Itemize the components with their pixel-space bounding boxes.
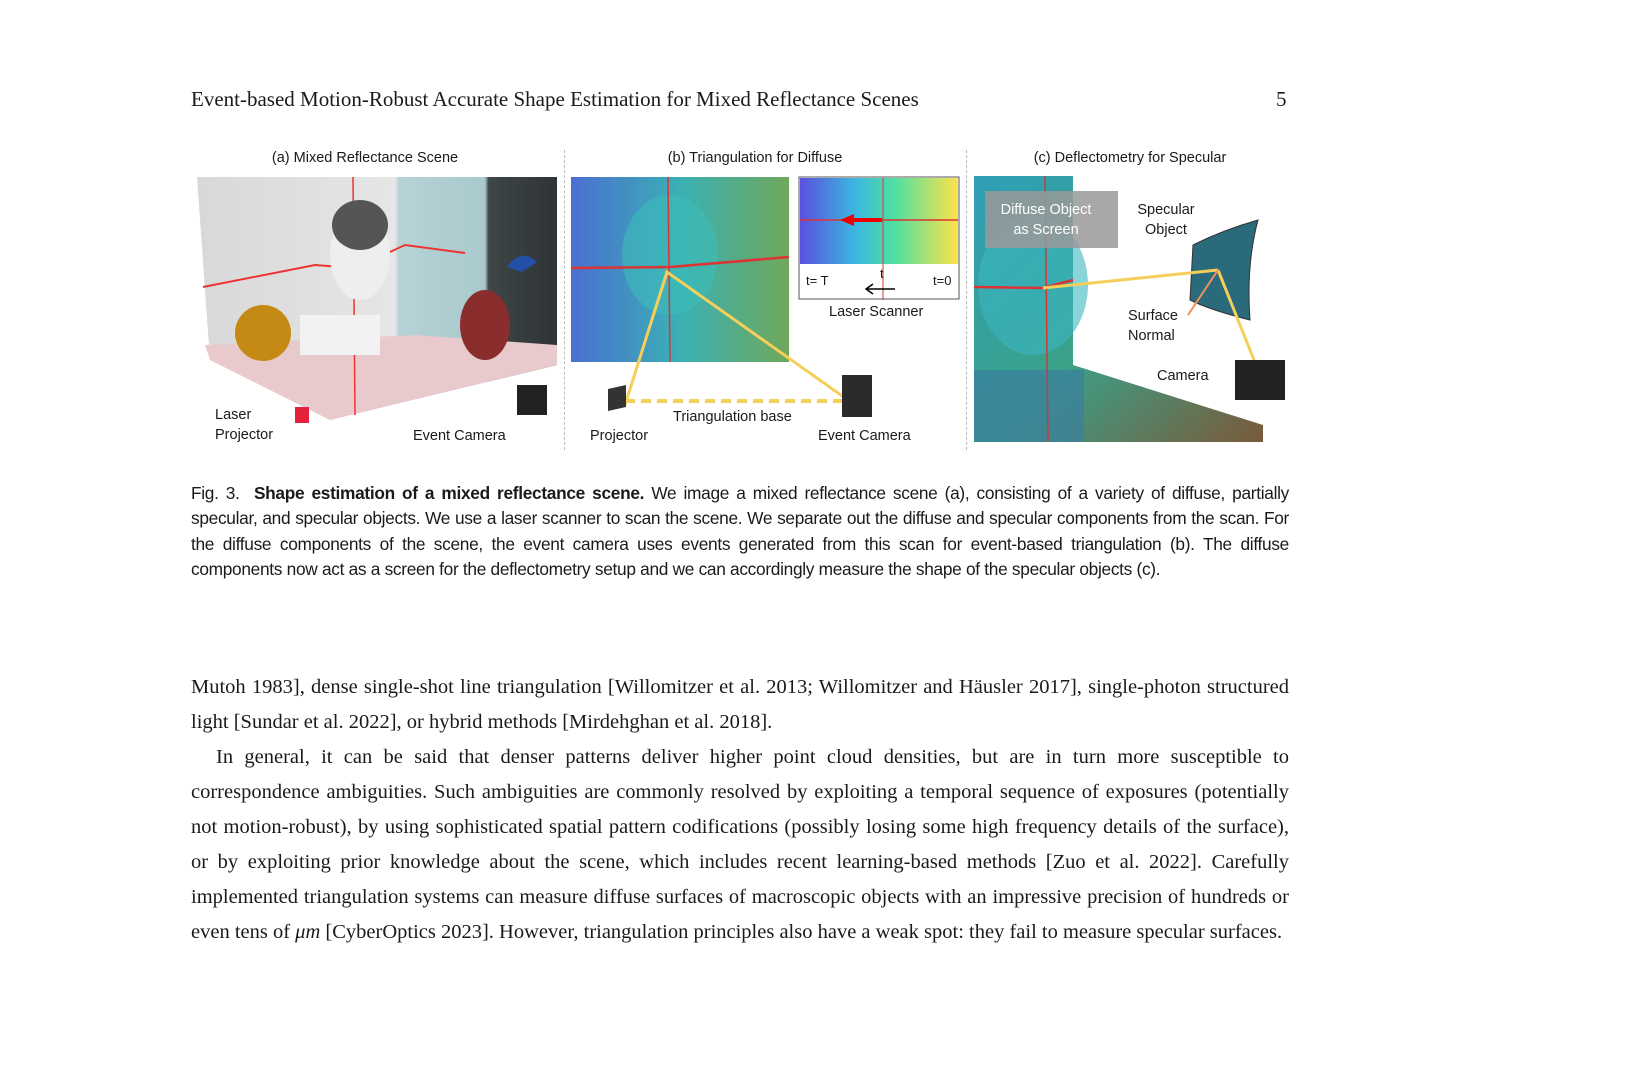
projector-icon	[608, 385, 626, 411]
running-header-title: Event-based Motion-Robust Accurate Shape Estimation for Mixed Reflectance Scenes	[191, 87, 919, 111]
page-number: 5	[1276, 87, 1287, 111]
label-laser-scanner: Laser Scanner	[829, 304, 924, 320]
camera-icon	[1235, 360, 1285, 400]
label-projector: Projector	[590, 428, 649, 444]
body-text	[191, 670, 1289, 950]
event-camera-icon	[842, 375, 872, 417]
label-diffuse-object-as-screen: Diffuse Object as Screen	[1000, 202, 1092, 238]
laser-projector-icon	[295, 407, 309, 423]
event-camera-icon	[517, 385, 547, 415]
label-camera: Camera	[1157, 368, 1209, 384]
label-t-T: t= T	[806, 273, 829, 288]
figure-caption	[191, 481, 1289, 583]
label-triangulation-base: Triangulation base	[673, 409, 792, 425]
panel-divider	[966, 150, 967, 450]
label-laser-projector: Laser Projector	[215, 407, 274, 443]
label-event-camera-a: Event Camera	[413, 428, 506, 444]
caption-text: We image a mixed reflectance scene (a), consisting of a variety of diffuse, partially specular, and specular objects. We use a laser scanner to scan the scene. We separate out the diffuse and specular components from the scan. For the diffuse components of the scene, the event camera uses events generated from this scan for event-based triangulation (b). The diffuse components now act as a screen for the deflectometry setup and we can accordingly measure the shape of the specular objects (c).	[191, 483, 1289, 580]
label-surface-normal: Surface Normal	[1128, 308, 1178, 344]
paragraph: Mutoh 1983], dense single-shot line triangulation [Willomitzer et al. 2013; Willomitzer and Häusler 2017], single-photon structured light [Sundar et al. 2022], or hybrid methods [Mirdehghan et al. 2018].	[191, 676, 1289, 733]
caption-bold-title: Shape estimation of a mixed reflectance scene.	[253, 483, 645, 503]
math-mu-m: μm	[295, 921, 321, 943]
panel-c-title: (c) Deflectometry for Specular	[1033, 150, 1227, 166]
label-specular-object: Specular Object	[1137, 202, 1195, 238]
panel-divider	[564, 150, 565, 450]
label-t-0: t=0	[933, 273, 952, 288]
label-event-camera-b: Event Camera	[818, 428, 911, 444]
panel-b-title: (b) Triangulation for Diffuse	[667, 150, 843, 166]
label-t: t	[880, 266, 884, 281]
caption-fig-number: Fig. 3.	[191, 483, 240, 503]
paragraph: In general, it can be said that denser patterns deliver higher point cloud densities, but are in turn more susceptible to correspondence ambiguities. Such ambiguities are commonly resolved by exploiting a temporal sequence of exposures (potentially not motion-robust), by using sophisticated spatial pattern codifications (possibly losing some high frequency details of the surface), or by exploiting prior knowledge about the scene, which includes recent learning-based methods [Zuo et al. 2022]. Carefully implemented triangulation systems can measure diffuse surfaces of macroscopic objects with an impressive precision of hundreds or even tens of μm [CyberOptics 2023]. However, triangulation principles also have a weak spot: they fail to measure specular surfaces.	[191, 746, 1289, 943]
panel-a-title: (a) Mixed Reflectance Scene	[271, 150, 459, 166]
